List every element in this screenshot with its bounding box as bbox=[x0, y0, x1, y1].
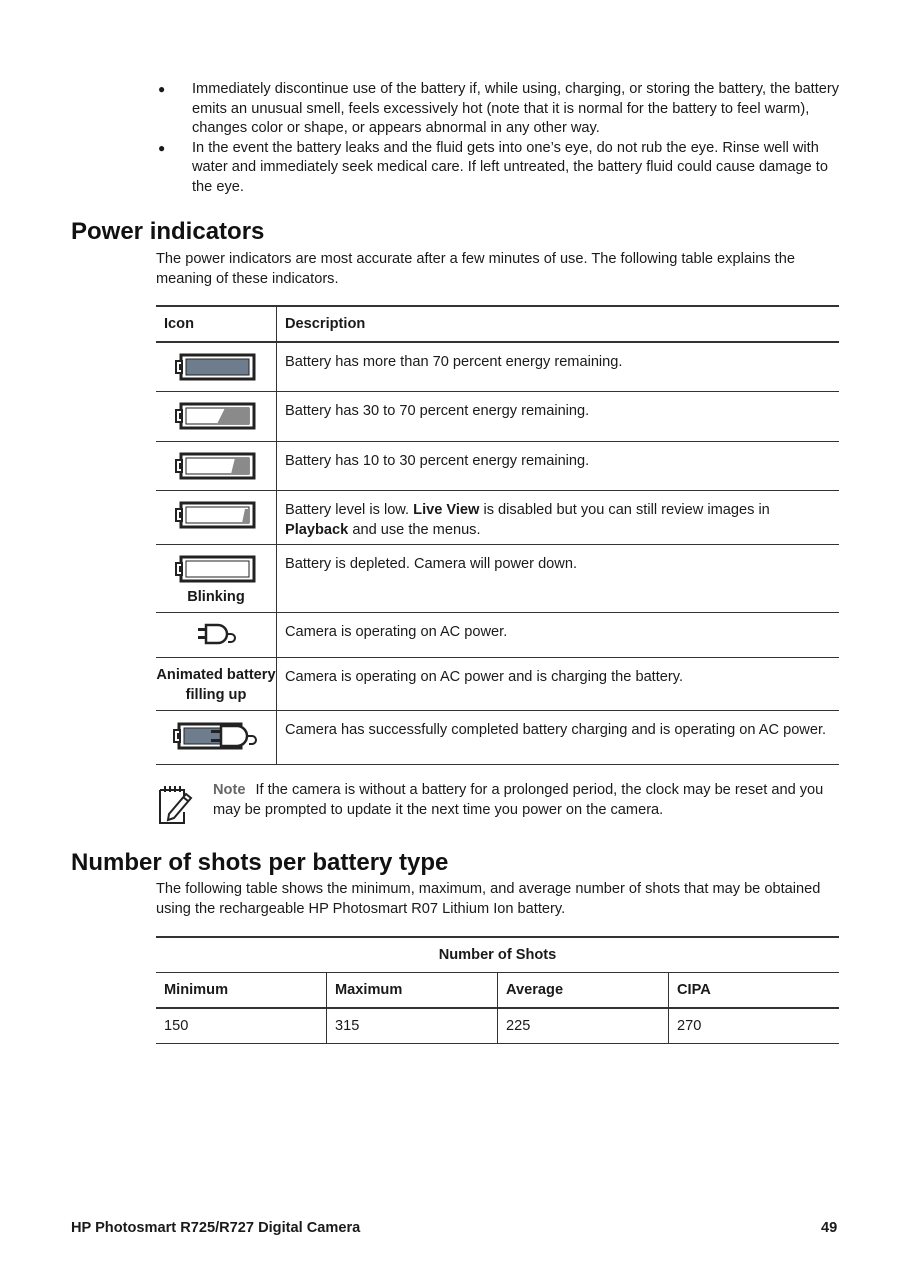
bullet-dot: ● bbox=[158, 140, 166, 155]
table-row bbox=[156, 391, 839, 441]
power-intro: The power indicators are most accurate after a few minutes of use. The following table explains the meaning of these indicators. bbox=[156, 251, 795, 287]
table-header-row bbox=[156, 306, 839, 342]
table-row bbox=[156, 612, 839, 657]
battery-full-ac-plug-icon bbox=[173, 721, 259, 751]
battery-medium-icon bbox=[175, 452, 257, 480]
minimum-value: 150 bbox=[156, 1008, 327, 1044]
table-row bbox=[156, 544, 839, 612]
col-header-average: Average bbox=[498, 973, 669, 1009]
note-pencil-icon bbox=[156, 782, 196, 826]
description-cell: Camera has successfully completed battery charging and is operating on AC power. bbox=[285, 721, 827, 738]
description-cell: Camera is operating on AC power. bbox=[285, 623, 508, 640]
bullet-item: ● Immediately discontinue use of the battery if, while using, charging, or storing the battery, the battery emits an unusual smell, feels excessively hot (note that it is normal for the battery to feel warm), changes color or shape, or appears abnormal in any other way. bbox=[158, 81, 840, 136]
description-cell: Battery level is low. Live View is disabled but you can still review images in Playback and use the menus. bbox=[285, 501, 770, 538]
live-view-term: Live View bbox=[413, 501, 480, 518]
table-row bbox=[156, 657, 839, 710]
battery-full-icon bbox=[175, 353, 257, 381]
col-header-description: Description bbox=[285, 316, 366, 332]
animated-caption: Animated battery filling up bbox=[156, 666, 276, 703]
power-indicators-heading: Power indicators bbox=[71, 218, 265, 245]
shots-table-title: Number of Shots bbox=[438, 947, 557, 963]
table-row bbox=[156, 1008, 839, 1044]
description-cell: Battery is depleted. Camera will power down. bbox=[285, 555, 578, 572]
col-header-maximum: Maximum bbox=[327, 973, 498, 1009]
bullet-item: ● In the event the battery leaks and the fluid gets into one’s eye, do not rub the eye. Rinse well with water and immediately seek medical care. If left untreated, the battery fluid could cause damage to the eye. bbox=[158, 139, 828, 195]
table-header-row bbox=[156, 973, 839, 1009]
description-cell: Battery has more than 70 percent energy remaining. bbox=[285, 354, 623, 370]
shots-heading: Number of shots per battery type bbox=[71, 849, 449, 876]
battery-high-icon bbox=[175, 402, 257, 430]
battery-empty-icon bbox=[175, 555, 257, 583]
average-value: 225 bbox=[498, 1008, 669, 1044]
safety-bullet-list bbox=[156, 80, 842, 197]
note-text: Note If the camera is without a battery for a prolonged period, the clock may be reset and you may be prompted to update it the next time you power on the camera. bbox=[213, 782, 824, 818]
description-cell: Battery has 10 to 30 percent energy remaining. bbox=[285, 452, 590, 469]
description-cell: Battery has 30 to 70 percent energy remaining. bbox=[285, 402, 590, 419]
shots-intro: The following table shows the minimum, maximum, and average number of shots that may be obtained using the rechargeable HP Photosmart R07 Lithium Ion battery. bbox=[156, 881, 821, 917]
footer-page-number: 49 bbox=[821, 1220, 838, 1236]
footer-product-name: HP Photosmart R725/R727 Digital Camera bbox=[71, 1220, 361, 1236]
table-row bbox=[156, 710, 839, 764]
col-header-minimum: Minimum bbox=[156, 973, 327, 1009]
maximum-value: 315 bbox=[327, 1008, 498, 1044]
shots-table bbox=[156, 936, 839, 1044]
blinking-caption: Blinking bbox=[187, 588, 245, 605]
cipa-value: 270 bbox=[677, 1018, 702, 1034]
col-header-icon: Icon bbox=[156, 306, 277, 342]
bullet-dot: ● bbox=[158, 82, 166, 96]
table-row bbox=[156, 441, 839, 490]
table-row bbox=[156, 342, 839, 391]
playback-term: Playback bbox=[285, 521, 349, 538]
battery-low-icon bbox=[175, 501, 257, 529]
note-label: Note bbox=[213, 782, 246, 798]
table-row bbox=[156, 490, 839, 544]
description-cell: Camera is operating on AC power and is charging the battery. bbox=[285, 668, 684, 685]
ac-plug-icon bbox=[194, 622, 238, 646]
table-title-row bbox=[156, 937, 839, 973]
col-header-cipa: CIPA bbox=[677, 982, 711, 998]
power-indicators-table bbox=[156, 305, 839, 765]
